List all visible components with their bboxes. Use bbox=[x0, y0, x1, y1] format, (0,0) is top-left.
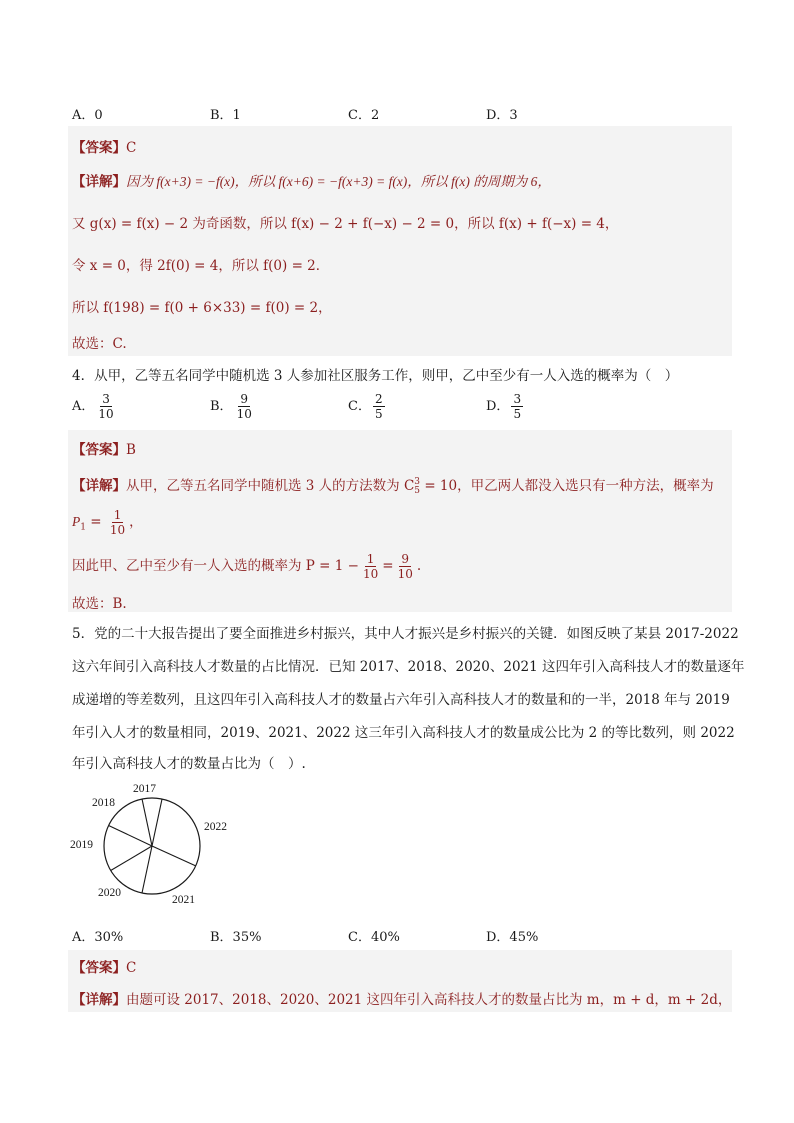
q5-option-c: C．40% bbox=[348, 930, 400, 945]
frac-num: 3 bbox=[102, 392, 110, 406]
q4-answer-box bbox=[68, 430, 732, 612]
p1-sub: 1 bbox=[80, 522, 86, 533]
q4-conclusion: 故选：B. bbox=[72, 596, 127, 612]
q5-option-b: B．35% bbox=[210, 930, 262, 945]
option-label: B． bbox=[210, 399, 233, 414]
q3-option-b: B．1 bbox=[210, 108, 241, 123]
q5-stem-line-1: 5．党的二十大报告提出了要全面推进乡村振兴，其中人才振兴是乡村振兴的关键．如图反映了某县 2017-2022 bbox=[72, 626, 739, 642]
option-label: A． bbox=[72, 399, 95, 414]
q5-option-d: D．45% bbox=[486, 930, 539, 945]
option-label: D． bbox=[486, 399, 510, 414]
detail-tag: 【详解】 bbox=[72, 174, 126, 190]
frac-num: 9 bbox=[240, 392, 249, 406]
q4-option-a bbox=[72, 392, 118, 421]
frac-num: 1 bbox=[366, 552, 375, 566]
q4-stem: 4．从甲，乙等五名同学中随机选 3 人参加社区服务工作，则甲，乙中至少有一人入选的概率为（ ） bbox=[72, 368, 679, 384]
p1-symbol: P bbox=[72, 514, 81, 529]
frac-den: 10 bbox=[397, 567, 413, 581]
q4-answer-line bbox=[72, 438, 136, 458]
frac-num: 1 bbox=[113, 508, 122, 522]
q4-option-c bbox=[348, 392, 387, 421]
q5-option-a: A．30% bbox=[72, 930, 124, 945]
frac-den: 5 bbox=[374, 407, 383, 421]
detail-tag: 【详解】 bbox=[72, 478, 126, 494]
q4-option-b bbox=[210, 392, 256, 421]
q3-answer-box bbox=[68, 126, 732, 356]
frac-den: 10 bbox=[362, 567, 379, 581]
q3-conclusion: 故选：C. bbox=[72, 336, 127, 352]
q5-answer-line bbox=[72, 956, 136, 976]
frac-num: 2 bbox=[374, 392, 383, 406]
pie-label-2020: 2020 bbox=[98, 887, 121, 899]
q4-option-d bbox=[486, 392, 525, 421]
equals-sign: = bbox=[382, 558, 394, 574]
q5-detail-line-1 bbox=[72, 988, 731, 1008]
frac-den: 5 bbox=[513, 407, 522, 421]
q4-detail-text: 从甲，乙等五名同学中随机选 3 人的方法数为 C bbox=[126, 478, 415, 494]
q3-answer-line bbox=[72, 136, 136, 156]
q5-stem-line-3: 成递增的等差数列，且这四年引入高科技人才的数量占六年引入高科技人才的数量和的一半，2018 年与 2019 bbox=[72, 692, 730, 708]
detail-tag: 【详解】 bbox=[72, 992, 126, 1008]
q3-detail-line-1 bbox=[72, 170, 551, 190]
answer-tag: 【答案】 bbox=[72, 960, 126, 976]
pie-divider-2017-2018 bbox=[142, 799, 152, 846]
pie-divider-2019-2020 bbox=[111, 846, 152, 871]
pie-label-2017: 2017 bbox=[133, 783, 156, 795]
answer-tag: 【答案】 bbox=[72, 140, 126, 156]
option-label: C． bbox=[348, 399, 371, 414]
q3-option-c: C．2 bbox=[348, 108, 380, 123]
comb-sub: 5 bbox=[414, 485, 421, 496]
q4-detail-line-3 bbox=[72, 552, 421, 581]
pie-label-2019: 2019 bbox=[70, 839, 93, 851]
q3-detail-line-3: 令 x = 0，得 2f(0) = 4，所以 f(0) = 2． bbox=[72, 258, 330, 274]
line-tail: . bbox=[416, 558, 422, 574]
q5-stem-line-2: 这六年间引入高科技人才数量的占比情况．已知 2017、2018、2020、2021 这四年引入高科技人才的数量逐年 bbox=[72, 659, 745, 675]
pie-divider-2021-2022 bbox=[152, 846, 196, 866]
q5-detail-text: 由题可设 2017、2018、2020、2021 这四年引入高科技人才的数量占比为 m，m + d，m + 2d， bbox=[126, 992, 732, 1008]
q5-stem-line-5: 年引入高科技人才的数量占比为（ ）. bbox=[72, 756, 306, 772]
frac-den: 10 bbox=[236, 407, 252, 421]
frac-num: 9 bbox=[401, 552, 410, 566]
frac-num: 3 bbox=[513, 392, 522, 406]
frac-den: 10 bbox=[98, 407, 114, 421]
answer-tag: 【答案】 bbox=[72, 442, 126, 458]
q3-option-d: D．3 bbox=[486, 108, 518, 123]
q3-detail-line-2: 又 g(x) = f(x) − 2 为奇函数，所以 f(x) − 2 + f(−x) − 2 = 0，所以 f(x) + f(−x) = 4， bbox=[72, 216, 619, 232]
pie-divider-2018-2019 bbox=[109, 826, 152, 847]
q4-detail-line-2: $P_1$ = $\frac{1}{10}$ ， bbox=[72, 508, 143, 537]
pie-label-2018: 2018 bbox=[92, 797, 115, 809]
pie-label-2021: 2021 bbox=[172, 894, 195, 906]
pie-label-2022: 2022 bbox=[204, 821, 227, 833]
answer-value: B bbox=[126, 442, 136, 458]
pie-divider-2020-2021 bbox=[142, 846, 152, 893]
answer-value: C bbox=[126, 140, 137, 156]
q3-detail-line-4: 所以 f(198) = f(0 + 6×33) = f(0) = 2， bbox=[72, 300, 332, 316]
q4-line3-text: 因此甲、乙中至少有一人入选的概率为 P = 1 − bbox=[72, 558, 359, 574]
q3-detail-text-1: 因为 f(x+3) = −f(x)，所以 f(x+6) = −f(x+3) = f(x)，所以 f(x) 的周期为 6， bbox=[126, 174, 551, 189]
q4-detail-text-rest: = 10，甲乙两人都没入选只有一种方法，概率为 bbox=[420, 478, 714, 494]
comb-sup: 3 bbox=[414, 476, 421, 487]
p1-tail: ， bbox=[129, 514, 143, 530]
q4-detail-line-1 bbox=[72, 474, 714, 496]
q5-stem-line-4: 年引入人才的数量相同，2019、2021、2022 这三年引入高科技人才的数量成公比为 2 的等比数列，则 2022 bbox=[72, 725, 735, 741]
q5-pie-chart bbox=[66, 776, 246, 908]
frac-den: 10 bbox=[109, 523, 126, 537]
pie-divider-2017-2022 bbox=[152, 799, 162, 846]
answer-value: C bbox=[126, 960, 137, 976]
q3-option-a: A．0 bbox=[72, 108, 103, 123]
